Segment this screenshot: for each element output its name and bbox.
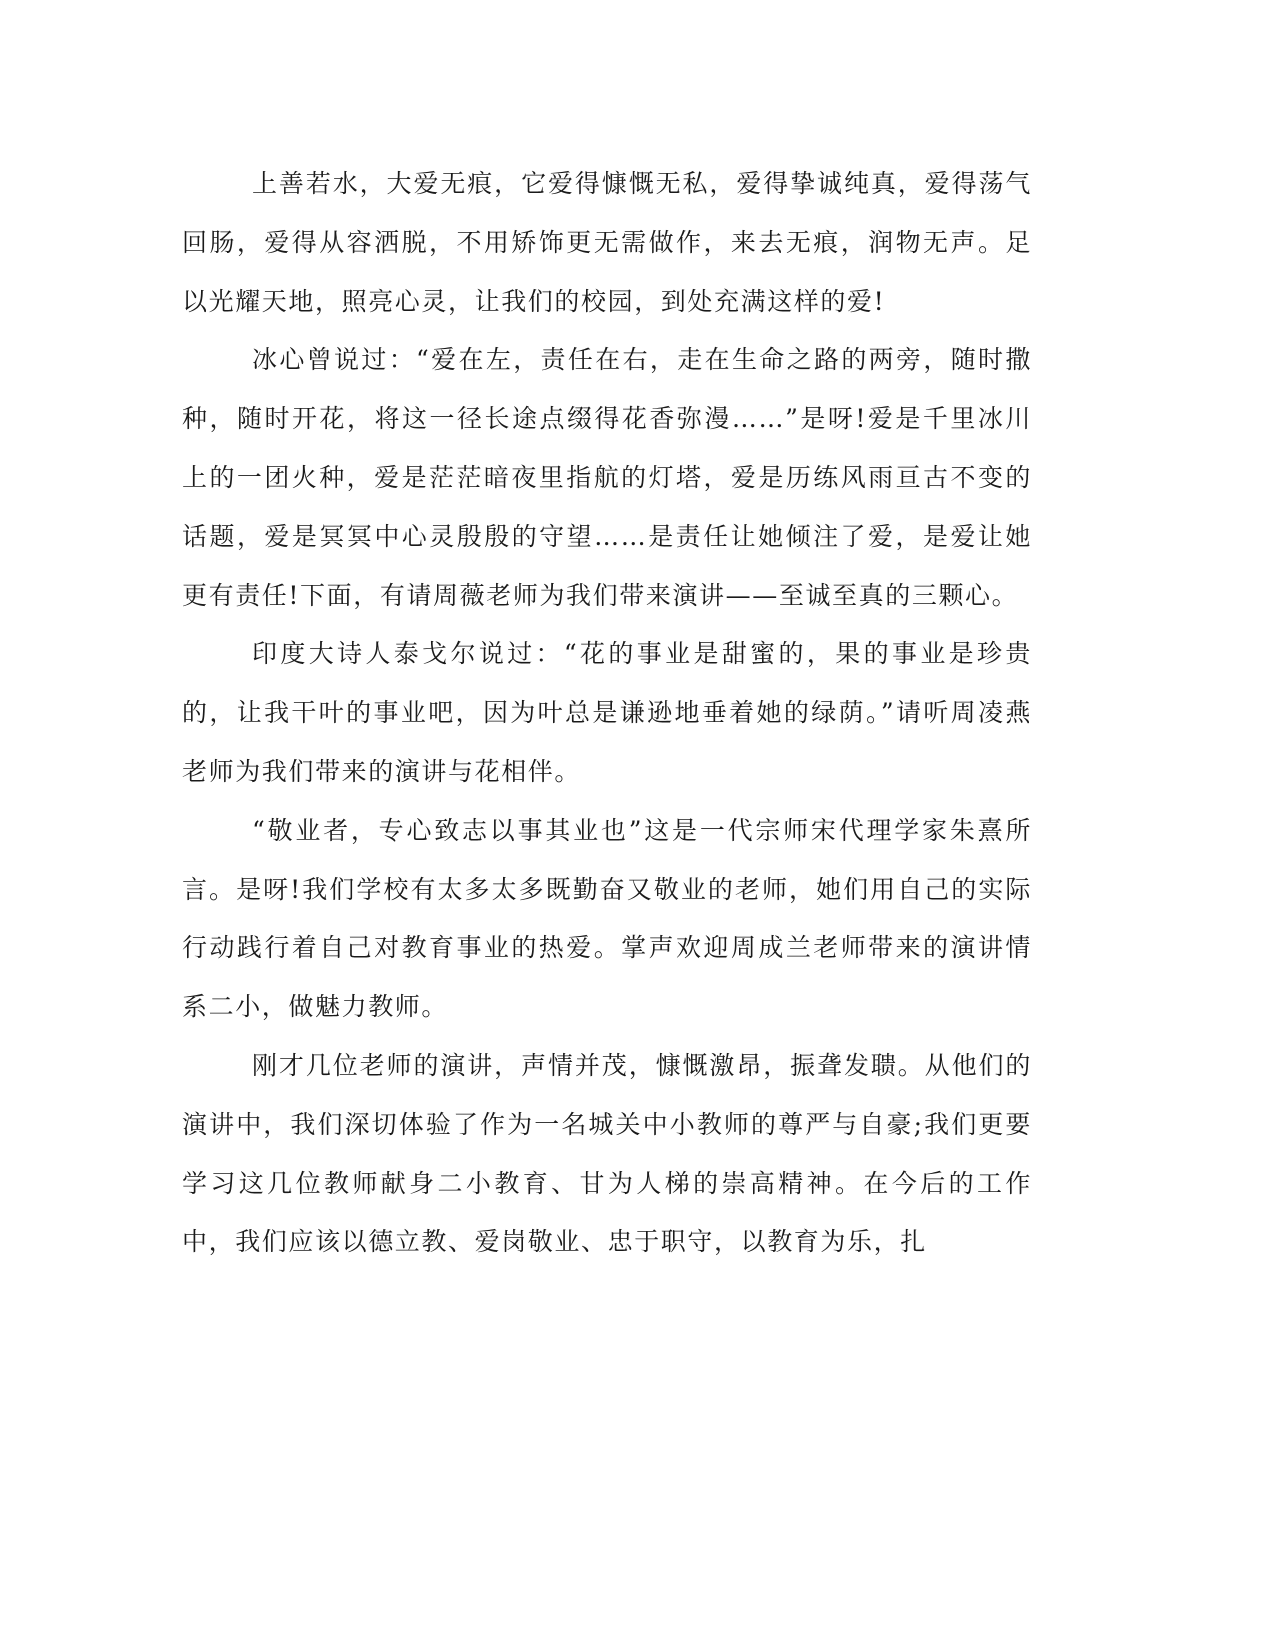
paragraph-tagore-quote: 印度大诗人泰戈尔说过：“花的事业是甜蜜的，果的事业是珍贵的，让我干叶的事业吧，因为叶总是谦逊地垂着她的绿荫。”请听周凌燕老师为我们带来的演讲与花相伴。: [182, 639, 1032, 786]
paragraph-zhuxi-quote: “敬业者，专心致志以事其业也”这是一代宗师宋代理学家朱熹所言。是呀!我们学校有太多太多既勤奋又敬业的老师，她们用自己的实际行动践行着自己对教育事业的热爱。掌声欢迎周成兰老师带来的演讲情系二小，做魅力教师。: [182, 815, 1032, 1022]
paragraph-bingxin-quote: 冰心曾说过：“爱在左，责任在右，走在生命之路的两旁，随时撒种，随时开花，将这一径长途点缀得花香弥漫……”是呀!爱是千里冰川上的一团火种，爱是茫茫暗夜里指航的灯塔，爱是历练风雨亘古不变的话题，爱是冥冥中心灵殷殷的守望……是责任让她倾注了爱，是爱让她更有责任!下面，有请周薇老师为我们带来演讲——至诚至真的三颗心。: [182, 345, 1032, 610]
document-body: [182, 155, 1032, 1272]
paragraph-closing-remarks: 刚才几位老师的演讲，声情并茂，慷慨激昂，振聋发聩。从他们的演讲中，我们深切体验了作为一名城关中小教师的尊严与自豪;我们更要学习这几位教师献身二小教育、甘为人梯的崇高精神。在今后的工作中，我们应该以德立教、爱岗敬业、忠于职守，以教育为乐，扎: [182, 1050, 1032, 1257]
paragraph-water-love: 上善若水，大爱无痕，它爱得慷慨无私，爱得挚诚纯真，爱得荡气回肠，爱得从容洒脱，不用矫饰更无需做作，来去无痕，润物无声。足以光耀天地，照亮心灵，让我们的校园，到处充满这样的爱!: [182, 169, 1032, 316]
